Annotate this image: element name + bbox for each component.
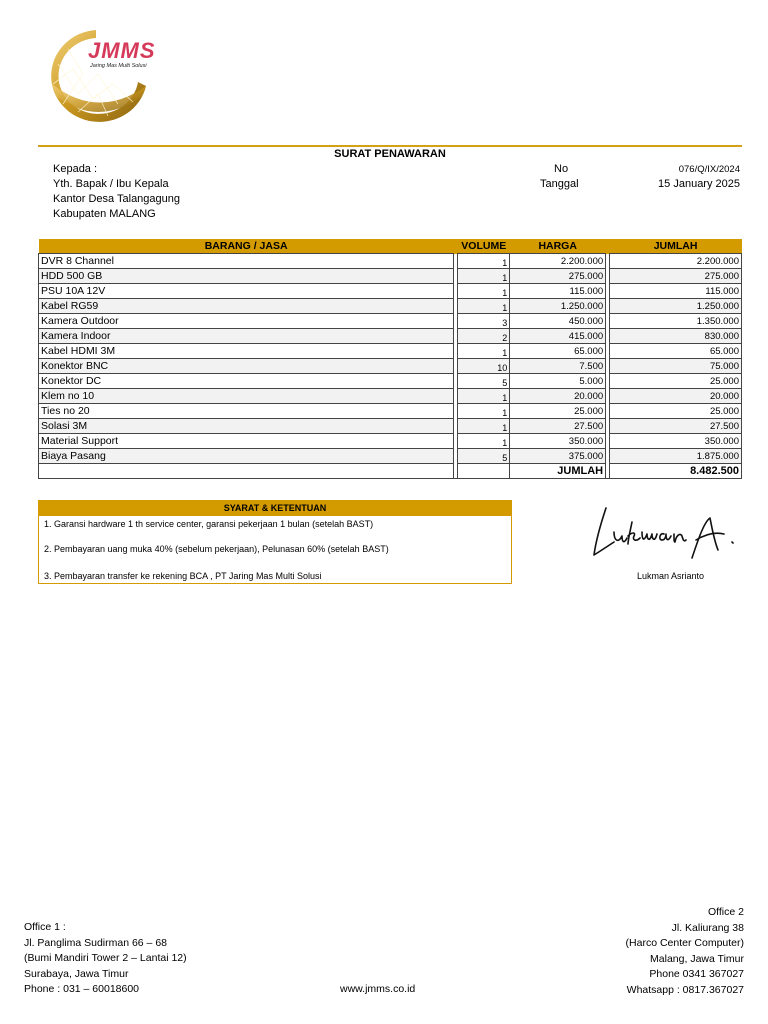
company-logo: [38, 24, 158, 124]
recipient-line: Kantor Desa Talangagung: [53, 193, 181, 205]
table-row: [39, 254, 742, 269]
table-row: [39, 434, 742, 449]
item-price: 20.000: [510, 389, 606, 404]
office-2-line: Malang, Jawa Timur: [650, 952, 744, 965]
item-price: 7.500: [510, 359, 606, 374]
logo-subtitle: Jaring Mas Multi Solusi: [90, 63, 147, 69]
header-price: HARGA: [510, 239, 606, 254]
item-total: 20.000: [610, 389, 742, 404]
terms-item: 3. Pembayaran transfer ke rekening BCA , PT Jaring Mas Multi Solusi: [44, 571, 322, 581]
item-price: 115.000: [510, 284, 606, 299]
item-total: 1.250.000: [610, 299, 742, 314]
table-row: [39, 284, 742, 299]
signer-name: Lukman Asrianto: [637, 571, 705, 581]
handwritten-signature-icon: [584, 500, 744, 570]
logo-brand: JMMS: [88, 38, 156, 63]
header-total: JUMLAH: [610, 239, 742, 254]
grand-total-label: JUMLAH: [510, 464, 606, 479]
website-link[interactable]: www.jmms.co.id: [340, 983, 416, 995]
item-name: Biaya Pasang: [39, 449, 454, 464]
item-total: 1.875.000: [610, 449, 742, 464]
office-2-line: (Harco Center Computer): [625, 937, 744, 949]
office-2-line: Office 2: [708, 906, 744, 918]
item-price: 25.000: [510, 404, 606, 419]
item-volume: 1: [458, 344, 510, 359]
terms-box: [38, 500, 512, 584]
item-name: Klem no 10: [39, 389, 454, 404]
number-value: 076/Q/IX/2024: [678, 164, 740, 175]
item-price: 27.500: [510, 419, 606, 434]
item-total: 65.000: [610, 344, 742, 359]
item-price: 375.000: [510, 449, 606, 464]
item-name: Kamera Indoor: [39, 329, 454, 344]
item-volume: 10: [458, 359, 510, 374]
table-row: [39, 419, 742, 434]
office-1-line: Surabaya, Jawa Timur: [24, 967, 129, 980]
office-2-line: Phone 0341 367027: [649, 968, 744, 980]
item-volume: 1: [458, 269, 510, 284]
item-total: 2.200.000: [610, 254, 742, 269]
table-row: [39, 344, 742, 359]
item-name: Konektor BNC: [39, 359, 454, 374]
item-volume: 1: [458, 254, 510, 269]
header-item: BARANG / JASA: [39, 239, 454, 254]
item-name: Solasi 3M: [39, 419, 454, 434]
office-1-line: Jl. Panglima Sudirman 66 – 68: [24, 936, 167, 949]
office-1-address: [24, 920, 187, 998]
item-volume: 3: [458, 314, 510, 329]
terms-item: 1. Garansi hardware 1 th service center, garansi pekerjaan 1 bulan (setelah BAST): [44, 519, 374, 529]
item-name: Konektor DC: [39, 374, 454, 389]
office-2-address: [626, 905, 744, 998]
recipient-line: Kabupaten MALANG: [53, 208, 156, 220]
table-header-row: [39, 239, 742, 254]
item-volume: 1: [458, 284, 510, 299]
item-volume: 5: [458, 374, 510, 389]
date-value: 15 January 2025: [658, 178, 740, 190]
item-total: 75.000: [610, 359, 742, 374]
item-total: 25.000: [610, 374, 742, 389]
number-label: No: [554, 163, 569, 175]
item-name: PSU 10A 12V: [39, 284, 454, 299]
office-1-line: (Bumi Mandiri Tower 2 – Lantai 12): [24, 952, 187, 964]
recipient-label: Kepada :: [53, 163, 98, 175]
table-row: [39, 389, 742, 404]
item-price: 1.250.000: [510, 299, 606, 314]
item-volume: 1: [458, 389, 510, 404]
item-total: 115.000: [610, 284, 742, 299]
item-name: Kabel RG59: [39, 299, 454, 314]
item-name: Kabel HDMI 3M: [39, 344, 454, 359]
terms-item: 2. Pembayaran uang muka 40% (sebelum pekerjaan), Pelunasan 60% (setelah BAST): [44, 544, 389, 554]
table-row: [39, 269, 742, 284]
office-1-line: Phone : 031 – 60018600: [24, 983, 140, 995]
item-volume: 1: [458, 419, 510, 434]
item-total: 27.500: [610, 419, 742, 434]
item-total: 275.000: [610, 269, 742, 284]
item-volume: 1: [458, 404, 510, 419]
terms-heading: SYARAT & KETENTUAN: [39, 501, 511, 516]
item-name: Ties no 20: [39, 404, 454, 419]
recipient-line: Yth. Bapak / Ibu Kepala: [53, 178, 169, 190]
table-row: [39, 374, 742, 389]
table-row: [39, 404, 742, 419]
item-total: 1.350.000: [610, 314, 742, 329]
item-price: 2.200.000: [510, 254, 606, 269]
item-name: Material Support: [39, 434, 454, 449]
total-row: [39, 464, 742, 479]
table-row: [39, 449, 742, 464]
item-total: 25.000: [610, 404, 742, 419]
grand-total-value: 8.482.500: [610, 464, 742, 479]
office-1-line: Office 1 :: [24, 921, 66, 933]
office-2-line: Jl. Kaliurang 38: [671, 921, 744, 934]
item-price: 415.000: [510, 329, 606, 344]
item-volume: 1: [458, 434, 510, 449]
items-table: [38, 239, 742, 479]
item-volume: 1: [458, 299, 510, 314]
item-price: 450.000: [510, 314, 606, 329]
item-name: DVR 8 Channel: [39, 254, 454, 269]
item-price: 275.000: [510, 269, 606, 284]
item-price: 350.000: [510, 434, 606, 449]
header-rule: [38, 145, 742, 147]
table-row: [39, 359, 742, 374]
item-price: 65.000: [510, 344, 606, 359]
signature: [584, 500, 744, 570]
item-total: 350.000: [610, 434, 742, 449]
item-total: 830.000: [610, 329, 742, 344]
item-name: HDD 500 GB: [39, 269, 454, 284]
item-price: 5.000: [510, 374, 606, 389]
item-volume: 2: [458, 329, 510, 344]
date-label: Tanggal: [540, 178, 579, 190]
header-volume: VOLUME: [458, 239, 510, 254]
item-name: Kamera Outdoor: [39, 314, 454, 329]
table-row: [39, 329, 742, 344]
document-title: SURAT PENAWARAN: [334, 148, 446, 160]
item-volume: 5: [458, 449, 510, 464]
office-2-line: Whatsapp : 0817.367027: [626, 983, 744, 996]
table-row: [39, 314, 742, 329]
table-row: [39, 299, 742, 314]
